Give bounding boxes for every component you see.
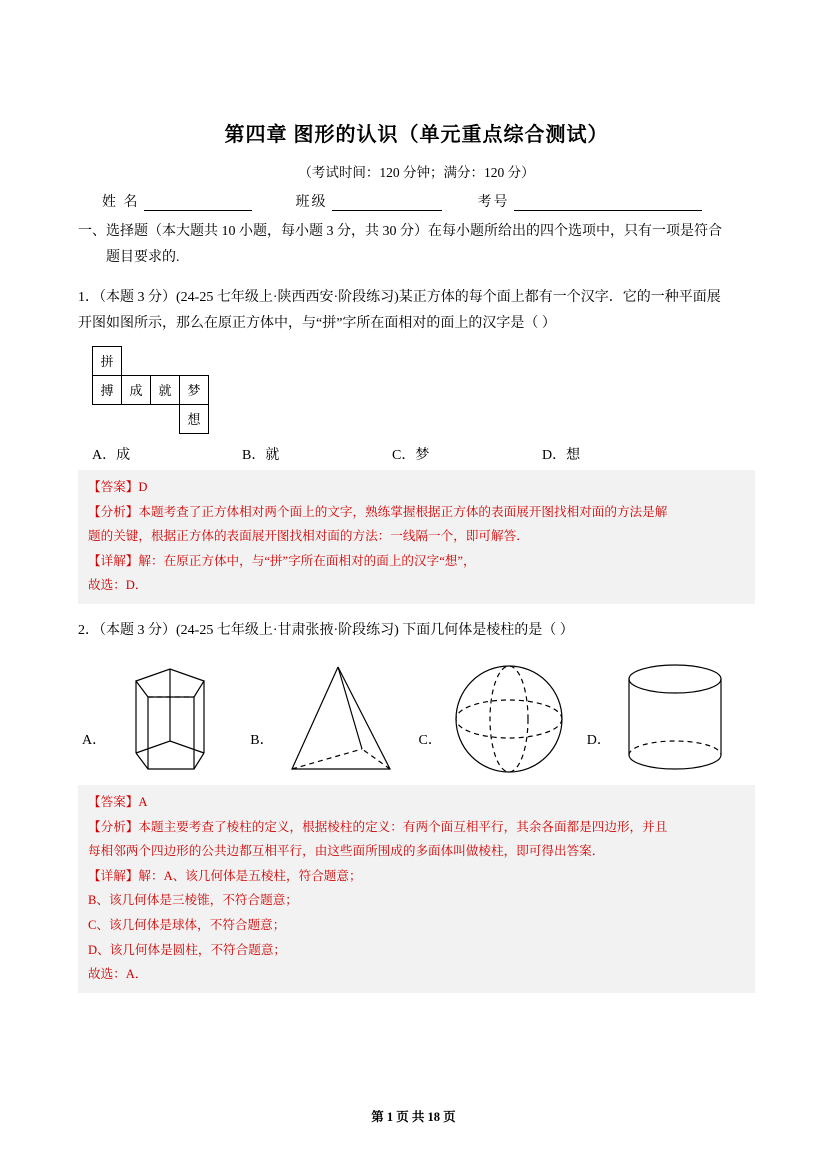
cube-net-figure [92, 346, 209, 434]
analysis-label-2: 【分析】 [88, 819, 139, 834]
page-title: 第四章 图形的认识（单元重点综合测试） [224, 124, 609, 146]
answer-label-1: 【答案】 [88, 479, 139, 494]
question-1-analysis-line2: 题的关键，根据正方体的表面展开图找相对面的方法：一线隔一个，即可解答． [88, 529, 529, 544]
question-1-choice-c[interactable]: C．梦 [392, 447, 430, 463]
question-1-choices [92, 444, 755, 464]
figure-choice-a[interactable] [82, 657, 250, 779]
class-label: 班级 [295, 195, 328, 210]
net-cell-3-4: 想 [180, 404, 209, 433]
question-1-stem-line2: 开图如图所示，那么在原正方体中，与“拼”字所在面相对的面上的汉字是（ ） [78, 316, 556, 332]
exam-no-blank[interactable] [514, 196, 702, 211]
question-2-analysis-line1 [88, 815, 745, 840]
net-cell-1-4 [180, 346, 209, 375]
question-1-choice-d[interactable]: D．想 [542, 447, 581, 463]
question-2-analysis-line2: 每相邻两个四边形的公共边都互相平行，由这些面所围成的多面体叫做棱柱，即可得出答案． [88, 844, 605, 859]
question-1-choice-a[interactable]: A．成 [92, 447, 131, 463]
net-cell-2-1: 搏 [93, 375, 122, 404]
figure-b-label: B． [250, 733, 274, 749]
net-cell-2-3: 就 [151, 375, 180, 404]
analysis-text-1-1: 本题考查了正方体相对两个面上的文字，熟练掌握根据正方体的表面展开图找相对面的方法是解 [138, 504, 668, 519]
detail-text-2-1: 解：A、该几何体是五棱柱，符合题意； [138, 868, 362, 883]
answer-label-2: 【答案】 [88, 795, 139, 810]
net-cell-1-2 [122, 346, 151, 375]
question-1-detail-line1 [88, 549, 745, 574]
net-cell-2-2: 成 [122, 375, 151, 404]
question-2-detail-line2: B、该几何体是三棱锥，不符合题意； [88, 893, 298, 908]
sphere-icon [444, 657, 574, 779]
class-field[interactable] [296, 191, 442, 211]
detail-text-1-1: 解：在原正方体中，与“拼”字所在面相对的面上的汉字“想”， [138, 553, 476, 568]
analysis-text-2-1: 本题主要考查了棱柱的定义，根据棱柱的定义：有两个面互相平行，其余各面都是四边形，并且 [138, 819, 668, 834]
question-1-stem [78, 285, 755, 338]
question-2-detail-line3: C、该几何体是球体，不符合题意； [88, 918, 286, 933]
answer-value-2: A [138, 795, 148, 810]
net-cell-1-3 [151, 346, 180, 375]
exam-no-label: 考号 [477, 195, 510, 210]
section-one-heading [78, 219, 755, 271]
question-1-analysis-line1 [88, 500, 745, 525]
name-label: 姓 名 [102, 195, 140, 210]
exam-no-field[interactable] [478, 191, 702, 211]
question-2-stem-line1: （本题 3 分）(24-25 七年级上·甘肃张掖·阶段练习) 下面几何体是棱柱的是（ ） [99, 622, 574, 638]
identity-fields [102, 191, 755, 211]
pentagonal-prism-icon [108, 657, 238, 779]
question-1-conclusion: 故选：D． [88, 578, 148, 593]
figure-choice-b[interactable] [250, 657, 418, 779]
triangular-pyramid-icon [276, 657, 406, 779]
question-2 [78, 618, 755, 993]
net-cell-3-3 [151, 404, 180, 433]
question-2-figures [82, 654, 755, 779]
figure-choice-c[interactable] [419, 657, 587, 779]
detail-label-1: 【详解】 [88, 553, 139, 568]
question-2-number: 2． [78, 622, 99, 638]
net-row-3 [93, 404, 209, 433]
figure-choice-d[interactable] [587, 657, 755, 779]
question-1-answer-box [78, 470, 755, 604]
section-one-line2: 题目要求的. [106, 249, 180, 265]
class-blank[interactable] [332, 196, 442, 211]
figure-d-label: D． [586, 733, 611, 749]
question-1 [78, 285, 755, 604]
name-blank[interactable] [144, 196, 252, 211]
answer-value-1: D [138, 479, 148, 494]
net-cell-2-4: 梦 [180, 375, 209, 404]
question-2-answer-line [88, 790, 745, 815]
question-1-choice-b[interactable]: B．就 [242, 447, 280, 463]
cylinder-icon [613, 657, 743, 779]
section-one-line1: 一、选择题（本大题共 10 小题，每小题 3 分，共 30 分）在每小题所给出的四个选项中，只有一项是符合 [78, 224, 722, 239]
net-cell-3-2 [122, 404, 151, 433]
question-2-conclusion: 故选：A． [88, 967, 148, 982]
question-1-number: 1． [78, 289, 99, 305]
net-row-1 [93, 346, 209, 375]
net-row-2 [93, 375, 209, 404]
question-1-stem-line1: （本题 3 分）(24-25 七年级上·陕西西安·阶段练习)某正方体的每个面上都有一个汉字．它的一种平面展 [99, 289, 721, 305]
question-2-detail-line1 [88, 864, 745, 889]
exam-info: （考试时间：120 分钟；满分：120 分） [298, 165, 535, 180]
question-2-stem [78, 618, 755, 645]
net-cell-1-1: 拼 [93, 346, 122, 375]
page-footer: 第 1 页 共 18 页 [371, 1110, 456, 1124]
question-2-answer-box [78, 785, 755, 992]
question-1-answer-line [88, 475, 745, 500]
name-field[interactable] [102, 191, 252, 211]
analysis-label-1: 【分析】 [88, 504, 139, 519]
figure-a-label: A． [82, 733, 107, 749]
question-2-detail-line4: D、该几何体是圆柱，不符合题意； [88, 942, 287, 957]
net-cell-3-1 [93, 404, 122, 433]
detail-label-2: 【详解】 [88, 868, 139, 883]
figure-c-label: C． [418, 733, 442, 749]
